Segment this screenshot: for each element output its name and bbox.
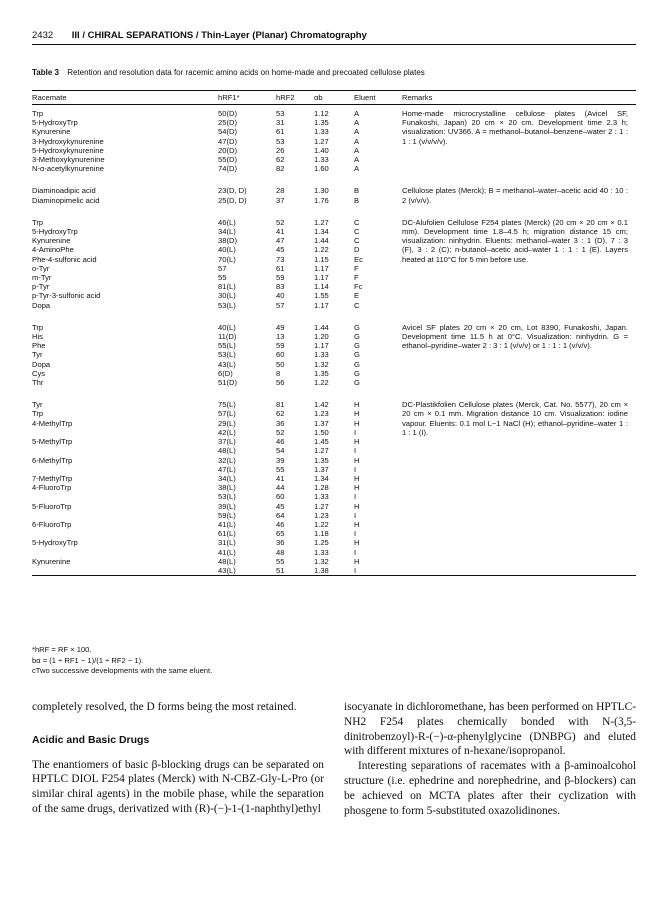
table-cell: 50 bbox=[276, 359, 285, 369]
table-cell: 1.22 bbox=[314, 245, 329, 255]
table-cell: 1.23 bbox=[314, 409, 329, 419]
table-cell: Tyr bbox=[32, 400, 43, 410]
table-cell: 1.30 bbox=[314, 186, 329, 196]
table-cell: 59(L) bbox=[218, 510, 236, 520]
table-cell: Kynurenine bbox=[32, 127, 71, 137]
table-cell: 37(L) bbox=[218, 437, 236, 447]
table-cell bbox=[32, 548, 218, 557]
table-cell: 41(L) bbox=[218, 547, 236, 557]
table-cell: 1.33 bbox=[314, 155, 329, 165]
table-cell: B bbox=[354, 186, 360, 196]
table-cell: 7-MethylTrp bbox=[32, 473, 73, 483]
table-cell: 57 bbox=[218, 263, 227, 273]
table-cell: 62 bbox=[276, 155, 285, 165]
table-cell: A bbox=[354, 109, 360, 118]
table-cell: B bbox=[354, 195, 360, 205]
table-cell: 1.38 bbox=[314, 565, 329, 575]
retention-table bbox=[32, 90, 636, 582]
table-cell: 1.20 bbox=[314, 332, 329, 342]
table-cell: 25(D, D) bbox=[218, 195, 247, 205]
table-cell: 1.27 bbox=[314, 446, 329, 456]
table-cell: 1.34 bbox=[314, 473, 329, 483]
table-cell: 1.17 bbox=[314, 263, 329, 273]
table-cell: 38(D) bbox=[218, 236, 237, 246]
table-cell: 51 bbox=[276, 565, 285, 575]
table-cell: 38(L) bbox=[218, 483, 236, 493]
table-cell: H bbox=[354, 519, 360, 529]
table-cell: 1.33 bbox=[314, 492, 329, 502]
table-cell: 48(L) bbox=[218, 446, 236, 456]
table-cell: I bbox=[354, 492, 357, 502]
table-cell: 4-MethylTrp bbox=[32, 418, 73, 428]
table-cell: 55(D) bbox=[218, 155, 237, 165]
group-spacer bbox=[32, 310, 636, 323]
table-cell: 20(D) bbox=[218, 145, 237, 155]
table-cell: 47(L) bbox=[218, 464, 236, 474]
table-cell: 46(L) bbox=[218, 217, 236, 227]
table-cell: A bbox=[354, 127, 360, 137]
table-cell: Trp bbox=[32, 409, 44, 419]
table-cell: F bbox=[354, 273, 359, 283]
table-cell: Dopa bbox=[32, 359, 51, 369]
table-cell: 55(L) bbox=[218, 341, 236, 351]
table-cell: C bbox=[354, 227, 360, 237]
table-cell: F bbox=[354, 263, 359, 273]
table-cell: 1.76 bbox=[314, 195, 329, 205]
table-cell: 1.27 bbox=[314, 136, 329, 146]
table-cell: H bbox=[354, 538, 360, 548]
table-cell: 44 bbox=[276, 483, 285, 493]
table-cell: Trp bbox=[32, 109, 44, 118]
page-number: 2432 bbox=[32, 30, 54, 41]
table-cell: Cys bbox=[32, 368, 46, 378]
table-cell: 1.45 bbox=[314, 437, 329, 447]
table-cell: 1.17 bbox=[314, 300, 329, 310]
table-cell: 1.33 bbox=[314, 547, 329, 557]
table-cell: 1.42 bbox=[314, 400, 329, 410]
table-cell: Diaminoadipic acid bbox=[32, 186, 96, 196]
table-cell: G bbox=[354, 350, 360, 360]
footnote: bα = (1 ÷ RF1 − 1)/(1 ÷ RF2 − 1). bbox=[32, 655, 144, 665]
table-cell: 1.44 bbox=[314, 236, 329, 246]
table-cell: 1.40 bbox=[314, 145, 329, 155]
table-cell bbox=[32, 529, 218, 538]
table-cell: 82 bbox=[276, 164, 285, 174]
col-header: Racemate bbox=[32, 92, 67, 102]
table-cell: 1.27 bbox=[314, 501, 329, 511]
table-cell: Diaminopimelic acid bbox=[32, 195, 100, 205]
table-cell: 6(D) bbox=[218, 368, 233, 378]
table-cell: 1.14 bbox=[314, 282, 329, 292]
paragraph: Interesting separations of racemates with a β-aminoalcohol structure (i.e. ephedrine and norephedrine, and β-blockers) can be achieved on MCTA plates after their cyclization with phosgene to form 5-substituted oxazolidinones. bbox=[344, 760, 636, 817]
table-caption-text: Retention and resolution data for racemic amino acids on home-made and precoated cellulose plates bbox=[67, 68, 425, 77]
table-caption-label: Table 3 bbox=[32, 68, 59, 77]
table-cell: H bbox=[354, 418, 360, 428]
table-cell: 61 bbox=[276, 127, 285, 137]
table-cell: 1.18 bbox=[314, 529, 329, 539]
table-row bbox=[32, 400, 636, 409]
remarks-text: Cellulose plates (Merck); B = methanol–water–acetic acid 40 : 10 : 2 (v/v/v). bbox=[402, 186, 628, 205]
table-cell bbox=[32, 428, 218, 437]
table-cell: 3-Hydroxykynurenine bbox=[32, 136, 104, 146]
table-cell: 1.22 bbox=[314, 378, 329, 388]
section-heading: Acidic and Basic Drugs bbox=[32, 733, 150, 746]
table-cell: 3-Methoxykynurenine bbox=[32, 155, 105, 165]
table-cell bbox=[32, 446, 218, 455]
table-cell: G bbox=[354, 332, 360, 342]
table-cell: 52 bbox=[276, 427, 285, 437]
table-cell: 57 bbox=[276, 300, 285, 310]
table-row bbox=[32, 323, 636, 332]
table-cell: H bbox=[354, 483, 360, 493]
table-cell: Ec bbox=[354, 254, 363, 264]
table-cell: 75(L) bbox=[218, 400, 236, 410]
table-cell: 41 bbox=[276, 227, 285, 237]
table-cell: 41(L) bbox=[218, 519, 236, 529]
table-cell: 1.17 bbox=[314, 273, 329, 283]
table-cell: 53 bbox=[276, 136, 285, 146]
table-cell: G bbox=[354, 368, 360, 378]
table-cell: H bbox=[354, 400, 360, 410]
right-column bbox=[344, 700, 636, 818]
group-spacer bbox=[32, 205, 636, 218]
table-cell: 37 bbox=[276, 195, 285, 205]
table-cell: H bbox=[354, 473, 360, 483]
table-cell: Phe-4-sulfonic acid bbox=[32, 254, 97, 264]
table-cell: 5-Hydroxykynurenine bbox=[32, 145, 104, 155]
table-cell: 64 bbox=[276, 510, 285, 520]
table-cell: 34(L) bbox=[218, 473, 236, 483]
table-cell: 74(D) bbox=[218, 164, 237, 174]
table-cell: 54 bbox=[276, 446, 285, 456]
table-cell: 83 bbox=[276, 282, 285, 292]
group-spacer bbox=[32, 387, 636, 400]
table-row bbox=[32, 218, 636, 227]
table-cell bbox=[32, 465, 218, 474]
col-header: Eluent bbox=[354, 92, 376, 102]
table-cell bbox=[32, 511, 218, 520]
table-cell: G bbox=[354, 378, 360, 388]
table-cell: p-Tyr-3-sulfonic acid bbox=[32, 291, 101, 301]
running-header bbox=[32, 30, 367, 41]
table-cell: 5-HydroxyTrp bbox=[32, 227, 78, 237]
table-cell: C bbox=[354, 217, 360, 227]
table-cell: I bbox=[354, 565, 357, 575]
table-cell: Trp bbox=[32, 322, 44, 332]
table-cell: 11(D) bbox=[218, 332, 237, 342]
table-end-rule bbox=[32, 576, 636, 583]
table-cell: 49 bbox=[276, 322, 285, 332]
table-cell: 47(D) bbox=[218, 136, 237, 146]
table-cell: His bbox=[32, 332, 43, 342]
table-cell: 59 bbox=[276, 341, 285, 351]
table-cell: I bbox=[354, 529, 357, 539]
table-cell: 1.28 bbox=[314, 483, 329, 493]
group-spacer bbox=[32, 173, 636, 186]
table-cell: 53(L) bbox=[218, 492, 236, 502]
table-cell: 39 bbox=[276, 455, 285, 465]
table-cell: 41 bbox=[276, 473, 285, 483]
table-cell: 1.55 bbox=[314, 291, 329, 301]
remarks-text: DC-Plastikfolien Cellulose plates (Merck, Cat. No. 5577), 20 cm × 20 cm × 0.1 mm. Migration distance 10 cm. Visualization: iodine vapour. Eluents: 0.1 mol L−1 NaCl (H); ethanol–pyridine–water 1 : 1 : 1 (I). bbox=[402, 400, 628, 437]
table-cell: 36 bbox=[276, 418, 285, 428]
table-cell: 50(D) bbox=[218, 109, 237, 118]
table-cell: 46 bbox=[276, 519, 285, 529]
table-footnotes bbox=[32, 645, 212, 677]
table-cell: 1.23 bbox=[314, 510, 329, 520]
table-cell: 55 bbox=[276, 464, 285, 474]
table-cell: I bbox=[354, 510, 357, 520]
table-cell: p-Tyr bbox=[32, 282, 50, 292]
table-cell: 34(L) bbox=[218, 227, 236, 237]
table-cell: 5-MethylTrp bbox=[32, 437, 73, 447]
table-cell: 1.25 bbox=[314, 538, 329, 548]
table-cell: H bbox=[354, 501, 360, 511]
table-row bbox=[32, 109, 636, 118]
table-cell: Tyr bbox=[32, 350, 43, 360]
table-cell: 40 bbox=[276, 291, 285, 301]
table-row bbox=[32, 186, 636, 195]
table-cell: 1.27 bbox=[314, 217, 329, 227]
table-cell: Kynurenine bbox=[32, 556, 71, 566]
table-cell: C bbox=[354, 236, 360, 246]
table-cell: 1.35 bbox=[314, 368, 329, 378]
table-cell: 1.50 bbox=[314, 427, 329, 437]
table-cell: 1.22 bbox=[314, 519, 329, 529]
paragraph: The enantiomers of basic β-blocking drugs can be separated on HPTLC DIOL F254 plates (Merck) with N-CBZ-Gly-L-Pro (or similar chiral agents) in the mobile phase, while the separation of the same drugs, derivatized with (R)-(−)-1-(1-naphthyl)ethyl bbox=[32, 758, 324, 815]
table-cell: 25(D) bbox=[218, 118, 237, 128]
table-cell: m-Tyr bbox=[32, 273, 52, 283]
table-cell: 65 bbox=[276, 529, 285, 539]
table-cell: A bbox=[354, 118, 360, 128]
col-header: hRF1* bbox=[218, 92, 240, 102]
table-cell: 60 bbox=[276, 492, 285, 502]
table-cell: 40(L) bbox=[218, 245, 236, 255]
table-cell: 8 bbox=[276, 368, 281, 378]
table-cell: 6-FluoroTrp bbox=[32, 519, 72, 529]
table-cell: 81 bbox=[276, 400, 285, 410]
table-cell: 1.33 bbox=[314, 350, 329, 360]
table-cell: Kynurenine bbox=[32, 236, 71, 246]
table-cell: 40(L) bbox=[218, 322, 236, 332]
col-header: Remarks bbox=[402, 92, 433, 102]
table-cell: 1.35 bbox=[314, 455, 329, 465]
remarks-text: DC-Alufolien Cellulose F254 plates (Merck) (20 cm × 20 cm × 0.1 mm). Development time 1.8–4.5 h; migration distance 15 cm; visualization: ninhydrin. Eluents: methanol–water 3 : 1 (D), 7 : 3 (F), 3 : 2 (C); n-butanol–acetic acid–water 1 : 1 : 1 (E). Layers heated at 110°C for 5 min before use. bbox=[402, 217, 628, 264]
col-header: hRF2 bbox=[276, 92, 295, 102]
running-title: III / CHIRAL SEPARATIONS / Thin-Layer (Planar) Chromatography bbox=[71, 30, 367, 41]
remarks-text: Avicel SF plates 20 cm × 20 cm, Lot 8390, Funakoshi, Japan. Development time 11.5 h at 0°C. Visualization: ninhydrin. G = ethanol–pyridine–water 2 : 3 : 1 (v/v/v) or 1 : 1 : 1 (v/v/v). bbox=[402, 322, 628, 351]
left-column bbox=[32, 700, 324, 817]
table-cell: 1.35 bbox=[314, 118, 329, 128]
table-cell bbox=[32, 566, 218, 576]
footnote: cTwo successive developments with the same eluent. bbox=[32, 666, 213, 675]
table-cell bbox=[32, 492, 218, 501]
table-cell: 23(D, D) bbox=[218, 186, 247, 196]
table-cell: 36 bbox=[276, 538, 285, 548]
table-cell: G bbox=[354, 341, 360, 351]
table-cell: 6-MethylTrp bbox=[32, 455, 73, 465]
table-cell: I bbox=[354, 427, 357, 437]
table-cell: 53 bbox=[276, 109, 285, 118]
table-cell: o-Tyr bbox=[32, 263, 50, 273]
header-rule bbox=[32, 44, 636, 45]
table-cell: 51(D) bbox=[218, 378, 237, 388]
paragraph: isocyanate in dichloromethane, has been performed on HPTLC-NH2 F254 plates chemically bonded with N-(3,5-dinitrobenzoyl)-R-(−)-α-phenylglycine (DNBPG) and eluted with different mixtures of n-hexane/isopropanol. bbox=[344, 701, 636, 758]
table-cell: 26 bbox=[276, 145, 285, 155]
table-cell: Phe bbox=[32, 341, 46, 351]
table-cell: 42(L) bbox=[218, 427, 236, 437]
remarks-text: Home-made microcrystalline cellulose plates (Avicel SF, Funakoshi, Japan) 20 cm × 20 cm. Development time 2.3 h; visualization: UV366. A = methanol–butanol–benzene–water 2 : 1 : 1 : 1 (v/v/v/v). bbox=[402, 109, 628, 146]
table-cell: H bbox=[354, 455, 360, 465]
table-cell: 53(L) bbox=[218, 350, 236, 360]
table-cell: 1.60 bbox=[314, 164, 329, 174]
table-cell: 5-HydroxyTrp bbox=[32, 118, 78, 128]
table-cell: Fc bbox=[354, 282, 363, 292]
table-cell: I bbox=[354, 464, 357, 474]
table-cell: 54(D) bbox=[218, 127, 237, 137]
table-cell: A bbox=[354, 145, 360, 155]
table-cell: 29(L) bbox=[218, 418, 236, 428]
table-cell: 4-AminoPhe bbox=[32, 245, 74, 255]
table-cell: 81(L) bbox=[218, 282, 236, 292]
table-body bbox=[32, 105, 636, 583]
table-cell: 61(L) bbox=[218, 529, 236, 539]
table-cell: D bbox=[354, 245, 360, 255]
table-cell: 60 bbox=[276, 350, 285, 360]
table-cell: 1.12 bbox=[314, 109, 329, 118]
table-cell: 1.15 bbox=[314, 254, 329, 264]
table-cell: 32(L) bbox=[218, 455, 236, 465]
table-cell: G bbox=[354, 359, 360, 369]
table-cell: A bbox=[354, 136, 360, 146]
table-cell: 70(L) bbox=[218, 254, 236, 264]
table-cell: 55 bbox=[276, 556, 285, 566]
table-cell: 45 bbox=[276, 501, 285, 511]
table-cell: 28 bbox=[276, 186, 285, 196]
table-cell: 48(L) bbox=[218, 556, 236, 566]
table-cell: A bbox=[354, 155, 360, 165]
table-cell: 5-HydroxyTrp bbox=[32, 538, 78, 548]
table-cell: 1.37 bbox=[314, 464, 329, 474]
table-cell: 30(L) bbox=[218, 291, 236, 301]
table-cell: E bbox=[354, 291, 360, 301]
table-cell: H bbox=[354, 556, 360, 566]
table-cell: 39(L) bbox=[218, 501, 236, 511]
table-cell: 55 bbox=[218, 273, 227, 283]
table-cell: 31(L) bbox=[218, 538, 236, 548]
table-cell: 43(L) bbox=[218, 359, 236, 369]
table-cell: 62 bbox=[276, 409, 285, 419]
table-cell: 45 bbox=[276, 245, 285, 255]
table-cell: 4-FluoroTrp bbox=[32, 483, 72, 493]
table-cell: H bbox=[354, 437, 360, 447]
table-cell: 56 bbox=[276, 378, 285, 388]
table-cell: 1.32 bbox=[314, 359, 329, 369]
table-cell: 59 bbox=[276, 273, 285, 283]
table-cell: A bbox=[354, 164, 360, 174]
table-cell: 52 bbox=[276, 217, 285, 227]
table-cell: 13 bbox=[276, 332, 285, 342]
table-cell: 1.37 bbox=[314, 418, 329, 428]
table-cell: 57(L) bbox=[218, 409, 236, 419]
table-cell: I bbox=[354, 547, 357, 557]
col-header: αb bbox=[314, 92, 323, 102]
table-cell: 43(L) bbox=[218, 565, 236, 575]
table-cell: 1.33 bbox=[314, 127, 329, 137]
table-cell: 47 bbox=[276, 236, 285, 246]
table-cell: 48 bbox=[276, 547, 285, 557]
table-cell: G bbox=[354, 322, 360, 332]
table-cell: 31 bbox=[276, 118, 285, 128]
table-cell: 1.32 bbox=[314, 556, 329, 566]
table-cell: Trp bbox=[32, 217, 44, 227]
table-cell: I bbox=[354, 446, 357, 456]
footnote: *hRF = RF × 100. bbox=[32, 645, 92, 654]
table-cell: 61 bbox=[276, 263, 285, 273]
table-cell: H bbox=[354, 409, 360, 419]
table-caption bbox=[32, 68, 425, 77]
table-cell: 1.44 bbox=[314, 322, 329, 332]
table-cell: 1.17 bbox=[314, 341, 329, 351]
table-cell: C bbox=[354, 300, 360, 310]
table-cell: N-α-acetylkynurenine bbox=[32, 164, 104, 174]
table-cell: 46 bbox=[276, 437, 285, 447]
table-cell: 1.34 bbox=[314, 227, 329, 237]
table-cell: Dopa bbox=[32, 300, 51, 310]
table-cell: 53(L) bbox=[218, 300, 236, 310]
paragraph: completely resolved, the D forms being the most retained. bbox=[32, 701, 297, 713]
table-cell: 73 bbox=[276, 254, 285, 264]
table-cell: 5-FluoroTrp bbox=[32, 501, 72, 511]
table-cell: Thr bbox=[32, 378, 44, 388]
